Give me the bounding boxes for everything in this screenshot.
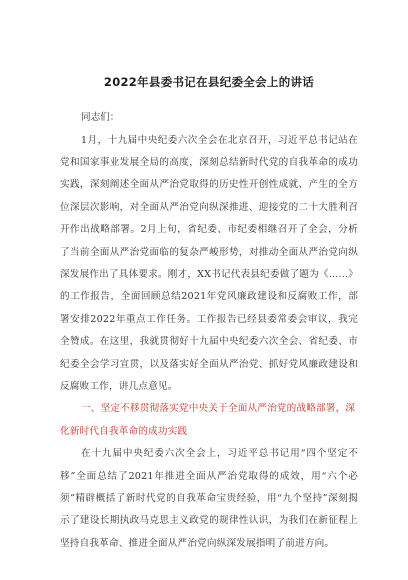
paragraph-2: 在十九届中央纪委六次全会上，习近平总书记用“四个坚定不移”全面总结了2021年推进全面从严治党取得的成效，用“六个必须”精辟概括了新时代党的自我革命宝贵经验，用“九个坚持”深刻揭示了建设长期执政马克思主义政党的规律性认识，为我们在新征程上坚持自我革命、推进全面从严治党向纵深发展指明了前进方向。 — [60, 448, 358, 549]
section-heading-1: 一、坚定不移贯彻落实党中央关于全面从严治党的战略部署，深化新时代自我革命的成功实践 — [60, 403, 356, 437]
salutation: 同志们： — [81, 112, 120, 123]
paragraph-1: 1月，十九届中央纪委六次全会在北京召开，习近平总书记站在党和国家事业发展全局的高度，深刻总结新时代党的自我革命的成功实践，深刻阐述全面从严治党取得的历史性开创性成就、产生的全方位深层次影响，对全面从严治党向纵深推进、迎接党的二十大胜利召开作出战略部署。2月上旬，省纪委、市纪委相继召开了全会，分析了当前全面从严治党面临的复杂严峻形势，对推动全面从严治党向纵深发展作出了具体要求。刚才，XX书记代表县纪委做了题为《......》的工作报告，全面回顾总结2021年党风廉政建设和反腐败工作，部署安排2022年重点工作任务。工作报告已经县委常委会审议，我完全赞成。在这里，我就贯彻好十九届中央纪委六次全会、省纪委、市纪委全会学习宣贯，以及落实好全面从严治党、抓好党风廉政建设和反腐败工作，讲几点意见。 — [60, 134, 358, 392]
document-title: 2022年县委书记在县纪委全会上的讲话 — [103, 75, 315, 89]
